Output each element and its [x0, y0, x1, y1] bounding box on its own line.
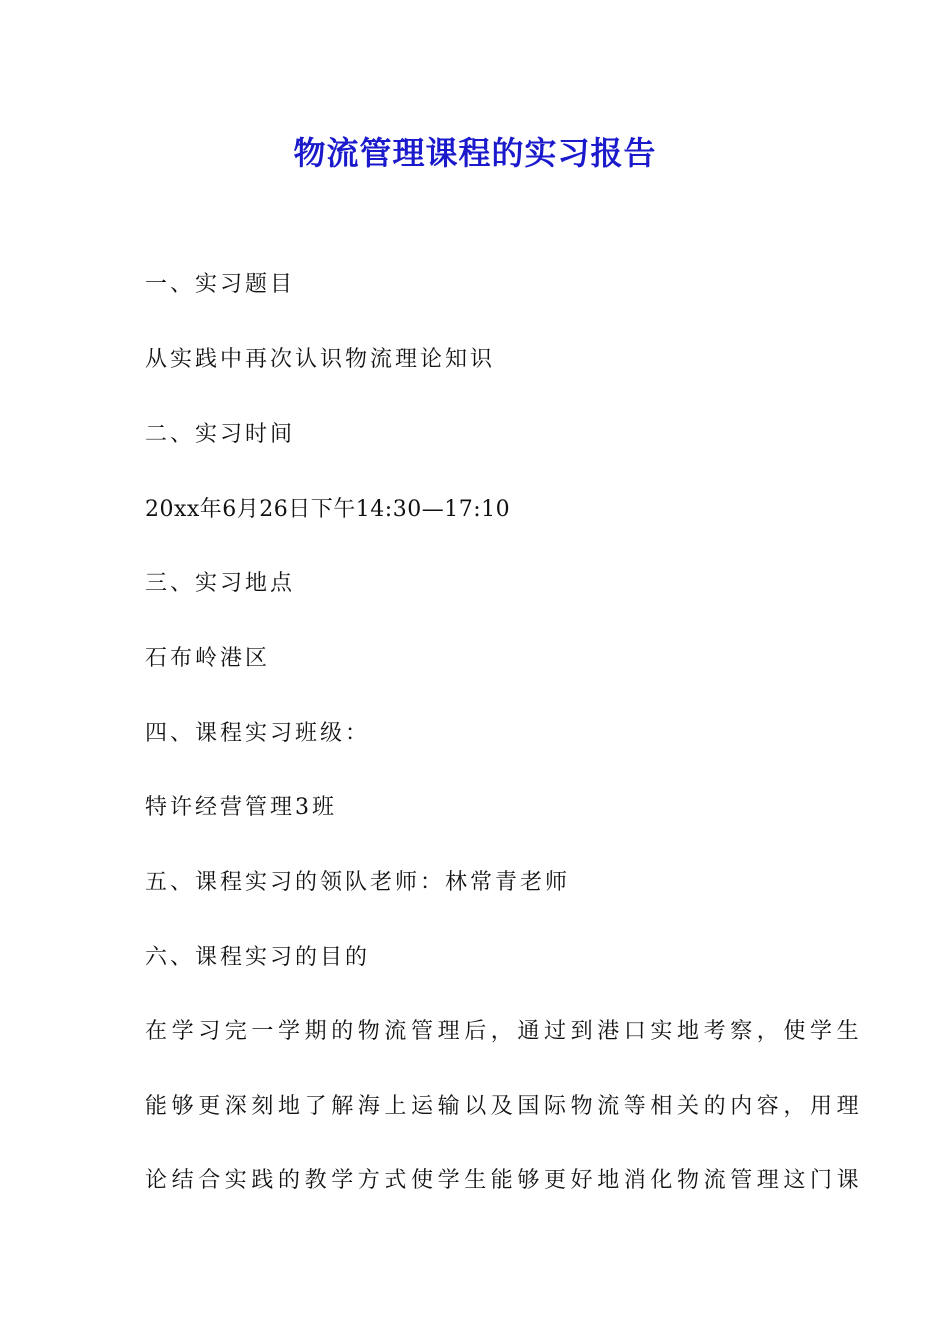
text-internship-location: 石布岭港区 — [145, 646, 271, 671]
heading-internship-location: 三、实习地点 — [145, 571, 296, 596]
heading-internship-leader: 五、课程实习的领队老师：林常青老师 — [145, 870, 571, 895]
text-internship-topic: 从实践中再次认识物流理论知识 — [145, 347, 496, 372]
paragraph-line: 在学习完一学期的物流管理后，通过到港口实地考察，使学生 — [145, 1019, 864, 1044]
heading-internship-topic: 一、实习题目 — [145, 272, 296, 297]
document-title: 物流管理课程的实习报告 — [293, 134, 657, 172]
text-internship-time: 20xx年6月26日下午14:30—17:10 — [145, 497, 511, 522]
paragraph-line: 能够更深刻地了解海上运输以及国际物流等相关的内容，用理 — [145, 1094, 864, 1119]
heading-internship-class: 四、课程实习班级： — [145, 721, 371, 746]
paragraph-line: 论结合实践的教学方式使学生能够更好地消化物流管理这门课 — [145, 1168, 864, 1193]
heading-internship-time: 二、实习时间 — [145, 422, 296, 447]
heading-internship-purpose: 六、课程实习的目的 — [145, 945, 371, 970]
text-internship-class: 特许经营管理3班 — [145, 795, 337, 820]
